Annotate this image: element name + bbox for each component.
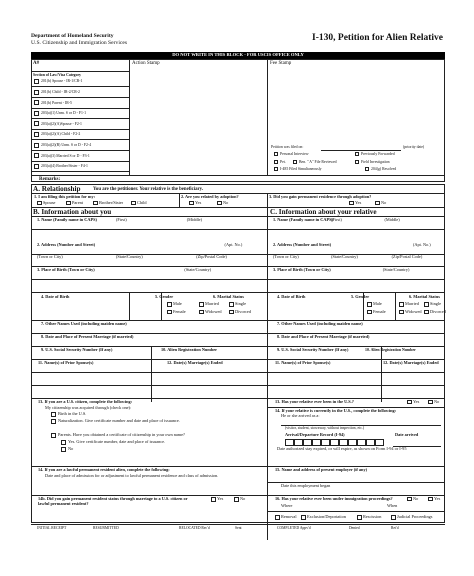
b-divorced-label: Divorced	[235, 308, 251, 314]
c-exclusion-label: Exclusion/Deportation	[307, 514, 346, 520]
c-stay-expired-label: Date authorized stay expired, or will expire, as shown on Form I-94 or I-95	[277, 446, 407, 451]
c-rescission-label: Rescission	[363, 514, 382, 520]
office-option-checkbox[interactable]	[293, 160, 297, 164]
form-page	[31, 33, 445, 561]
a-number-label: A#	[33, 61, 40, 66]
b-alien-reg-label: 10. Alien Registration Number	[161, 346, 218, 352]
office-option-label: I-485 Filed Simultaneously	[280, 167, 322, 171]
c-gender-label: 5. Gender	[351, 294, 370, 299]
c-q14-class: (visitor, student, stowaway, without inspection, etc.)	[285, 426, 365, 430]
office-option-checkbox[interactable]	[355, 152, 359, 156]
c-town-label: (Town or City)	[273, 254, 299, 259]
category-divider	[31, 108, 129, 109]
c-zip-label: (Zip/Postal Code)	[391, 254, 423, 259]
b-birth-state-label: (State/Country)	[184, 267, 212, 272]
b-dob-label: 4. Date of Birth	[41, 294, 70, 299]
b-widowed-label: Widowed	[205, 308, 222, 314]
c-birthplace-label: 3. Place of Birth (Town or City)	[273, 267, 331, 272]
c-q16-no-label: No	[413, 495, 419, 501]
category-label: 203(a)(1) Unm. S or D - F1-1	[41, 111, 87, 116]
b-parents-no-label: No	[68, 446, 74, 452]
child-option: Child	[137, 199, 147, 205]
b-middle-label: (Middle)	[186, 217, 203, 222]
category-label: 203(a)(2)(A)Spouse - F2-1	[41, 121, 82, 126]
category-checkbox[interactable]	[34, 132, 39, 137]
parent-option: Parent	[72, 199, 83, 205]
office-banner: DO NOT WRITE IN THIS BLOCK - FOR USCIS OFFICE ONLY	[31, 52, 445, 59]
c-q13-label: 13. Has your relative ever been in the U.S.?	[275, 399, 354, 404]
q2-no-label: No	[223, 199, 229, 205]
footer-label: RESUBMITTED	[93, 526, 119, 530]
footer-label: INITIAL RECEIPT	[37, 526, 67, 530]
c-alien-reg-label: 10. Alien Registration Number	[365, 347, 416, 352]
b-parents-yes-label: Yes. Give certificate number, date and place of issuance.	[68, 439, 166, 445]
office-option-label: 204(g) Resolved	[371, 167, 397, 171]
b-q14-label: 14. If you are a lawful permanent resident alien, complete the following:	[38, 467, 170, 472]
b-state-label: (State/Country)	[115, 254, 143, 259]
b-other-names-label: 7. Other Names Used (including maiden name)	[41, 320, 127, 326]
office-option-checkbox[interactable]	[365, 167, 369, 171]
footer-label: Denied	[349, 526, 360, 530]
office-option-label: Pet.	[280, 160, 286, 164]
c-marriage-ended-label: 12. Date(s) Marriage(s) Ended	[383, 359, 439, 365]
q3-yes-label: Yes	[355, 199, 362, 205]
b-female-label: Female	[173, 308, 186, 314]
c-address-label: 2. Address (Number and Street)	[273, 242, 332, 247]
c-male-label: Male	[373, 301, 382, 307]
office-option-label: Personal Interview	[280, 152, 309, 156]
c-middle-label: (Middle)	[384, 217, 400, 222]
b-q14b-label: 14b. Did you gain permanent resident status through marriage to a U.S. citizen or lawful permanent resident?	[38, 496, 188, 506]
office-option-checkbox[interactable]	[274, 167, 278, 171]
section-b-title: B. Information about you	[33, 207, 112, 216]
b-birthplace-label: 3. Place of Birth (Town or City)	[37, 267, 95, 272]
b-birth-label: Birth in the U.S.	[58, 411, 87, 417]
footer-label: Ret'd	[391, 526, 399, 530]
category-divider	[31, 161, 129, 162]
main-body-frame	[31, 184, 445, 523]
c-q16-yes-label: Yes	[434, 495, 441, 501]
category-checkbox[interactable]	[34, 164, 39, 169]
category-label: 203(a)(3) Married S or D - F3-1	[41, 153, 90, 158]
c-marital-label: 6. Marital Status	[409, 294, 440, 299]
b-q13-sub: My citizenship was acquired through (check one):	[45, 404, 132, 410]
c-female-label: Female	[373, 308, 386, 314]
c-employment-began-label: Date this employment began	[281, 483, 331, 488]
c-q14-arrived: He or she arrived as a:	[281, 413, 320, 418]
b-q13-label: 13. If you are a U.S. citizen, complete the following:	[38, 399, 133, 404]
category-label: 201(b) Spouse - IR-1/CR-1	[41, 79, 83, 84]
b-prior-spouses-label: 11. Name(s) of Prior Spouse(s)	[38, 359, 94, 365]
c-q14-label: 14. If your relative is currently in the U.S., complete the following:	[275, 407, 397, 413]
category-checkbox[interactable]	[34, 79, 39, 84]
remarks-label: Remarks:	[39, 176, 61, 182]
c-q16-when: When	[387, 503, 398, 508]
q2-label: 2. Are you related by adoption?	[181, 193, 239, 199]
filed-date-line	[321, 150, 401, 151]
form-title: I-130, Petition for Alien Relative	[312, 33, 443, 43]
category-checkbox[interactable]	[34, 111, 39, 116]
b-marital-label: 6. Marital Status	[213, 294, 244, 299]
c-single-label: Single	[430, 301, 441, 307]
b-gender-label: 5. Gender	[155, 294, 174, 299]
category-label: 203(a)(4) Brother/Sister - F4-1	[41, 164, 88, 169]
section-of-law-label: Section of Law/Visa Category	[33, 73, 82, 77]
subagency-name: U.S. Citizenship and Immigration Services	[31, 40, 128, 46]
category-label: 203(a)(2)(A) Child - F2-2	[41, 132, 81, 137]
b-apt-label: (Apt. No.)	[224, 242, 243, 247]
footer-label: COMPLETED Appv'd	[277, 526, 311, 530]
category-checkbox[interactable]	[34, 90, 39, 95]
c-q16-label: 16. Has your relative ever been under immigration proceedings?	[275, 496, 393, 501]
q3-no-label: No	[381, 199, 387, 205]
section-a-title: A. Relationship	[33, 184, 81, 193]
c-judicial-label: Judicial Proceedings	[397, 514, 433, 520]
c-q16-where: Where	[281, 503, 293, 508]
category-divider	[31, 118, 129, 119]
q3-label: 3. Did you gain permanent residence through adoption?	[269, 193, 372, 199]
b-town-label: (Town or City)	[37, 254, 63, 259]
b-first-label: (First)	[115, 217, 127, 222]
office-option-label: Previously Forwarded	[361, 152, 395, 156]
c-first-label: (First)	[331, 217, 342, 222]
office-option-checkbox[interactable]	[355, 160, 359, 164]
b-q14-sub: Date and place of admission for or adjustment to lawful permanent residence and class of admission.	[45, 473, 219, 478]
category-checkbox[interactable]	[34, 143, 39, 148]
office-option-label: Ben. " A" File Reviewed	[299, 160, 337, 164]
category-divider	[31, 97, 129, 98]
sibling-option: Brother/Sister	[99, 199, 124, 205]
category-label: 203(a)(2)(B) Unm. S or D - F2-4	[41, 142, 92, 147]
q2-yes-label: Yes	[195, 199, 202, 205]
c-apt-label: (Apt. No.)	[412, 242, 431, 247]
office-option-label: Petition was filed on:	[271, 145, 304, 149]
category-label: 201(b) Parent - IR-5	[41, 100, 72, 105]
b-married-label: Married	[205, 301, 219, 307]
c-other-names-label: 7. Other Names Used (including maiden name)	[277, 320, 363, 326]
c-name-label: 1. Name (Family name in CAPS)	[273, 217, 333, 222]
category-divider	[31, 139, 129, 140]
b-male-label: Male	[173, 301, 182, 307]
category-checkbox[interactable]	[34, 153, 39, 158]
c-ssn-label: 9. U.S. Social Security Number (If any)	[277, 346, 349, 352]
footer-label: RELOCATED Rec'd	[179, 526, 210, 530]
c-divorced-label: Divorced	[430, 308, 446, 314]
section-c-title: C. Information about your relative	[270, 207, 377, 216]
b-parents-label: Parents. Have you obtained a certificate of citizenship in your own name?	[58, 432, 185, 438]
office-option-label: (priority date)	[403, 145, 425, 149]
c-dob-label: 4. Date of Birth	[277, 294, 306, 299]
agency-name: Department of Homeland Security	[31, 33, 114, 39]
c-removal-label: Removal	[281, 514, 297, 520]
b-q14b-no-label: No	[240, 496, 246, 502]
c-married-label: Married	[405, 301, 419, 307]
b-address-label: 2. Address (Number and Street)	[37, 242, 96, 247]
office-option-checkbox[interactable]	[274, 160, 278, 164]
c-marriage-label: 8. Date and Place of Present Marriage (if married)	[277, 333, 370, 339]
b-zip-label: (Zip/Postal Code)	[196, 254, 227, 259]
category-divider	[31, 129, 129, 130]
action-stamp-label: Action Stamp	[132, 61, 160, 66]
c-date-arrived-label: Date arrived	[395, 432, 419, 437]
q1-label: 1. I am filing this petition for my:	[34, 193, 96, 199]
category-checkbox[interactable]	[34, 100, 39, 105]
category-divider	[31, 150, 129, 151]
category-divider	[31, 86, 129, 87]
section-a-subtitle: You are the petitioner. Your relative is the beneficiary.	[93, 186, 203, 192]
c-q13-no-label: No	[434, 398, 440, 404]
b-marriage-label: 8. Date and Place of Present Marriage (if married)	[41, 333, 134, 339]
b-ssn-label: 9. U.S. Social Security Number (If any)	[41, 346, 113, 352]
b-q14b-yes-label: Yes	[217, 496, 224, 502]
c-birth-state-label: (State/Country)	[382, 267, 410, 272]
c-q13-yes-label: Yes	[413, 398, 420, 404]
office-option-checkbox[interactable]	[274, 152, 278, 156]
footer-label: Sent	[235, 526, 242, 530]
b-marriage-ended-label: 12. Date(s) Marriage(s) Ended	[167, 359, 223, 365]
c-arrival-record-label: Arrival/Departure Record (I-94)	[285, 432, 345, 437]
category-checkbox[interactable]	[34, 121, 39, 126]
category-label: 201(b) Child - IR-2/CR-2	[41, 89, 80, 94]
c-state-label: (State/Country)	[331, 254, 358, 259]
c-widowed-label: Widowed	[405, 308, 422, 314]
c-prior-spouses-label: 11. Name(s) of Prior Spouse(s)	[275, 359, 331, 365]
b-single-label: Single	[235, 301, 246, 307]
category-divider	[31, 171, 129, 172]
office-option-label: Field Investigation	[361, 160, 390, 164]
c-q15-label: 15. Name and address of present employer (if any)	[275, 467, 368, 472]
b-name-label: 1. Name (Family name in CAPS)	[37, 217, 97, 222]
spouse-option: Spouse	[43, 199, 56, 205]
b-naturalization-label: Naturalization. Give certificate number and date and place of issuance.	[58, 418, 180, 424]
fee-stamp-label: Fee Stamp	[270, 61, 292, 66]
